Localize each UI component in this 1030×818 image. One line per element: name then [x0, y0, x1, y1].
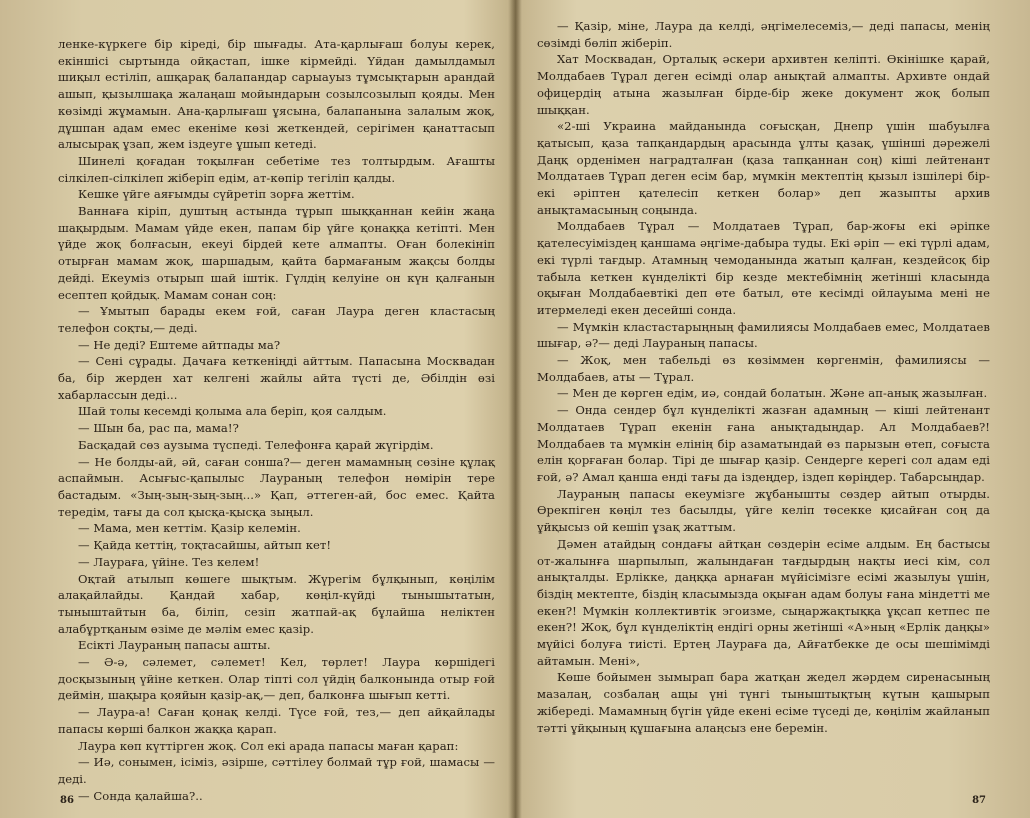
right-page-text	[537, 18, 990, 736]
paragraph: Хат Москвадан, Орталық әскери архивтен келіпті. Өкінішке қарай, Молдабаев Тұрал деген есімді олар анықтай алмапты. Архивте ондай офицердің атына жазылған бірде-бір жеке документ жоқ болып шыққан.	[537, 52, 990, 117]
paragraph: — Мүмкін кластастарыңның фамилиясы Молдабаев емес, Молдатаев шығар, ә?— деді Лаураның папасы.	[537, 319, 990, 351]
paragraph: ленке-күркеге бір кіреді, бір шығады. Ата-қарлығаш болуы керек, екіншісі сыртында ойқастап, ішке кірмейді. Үйдан дамылдамыл шиқыл естіліп, ашқарақ балапандар сарыауыз тұмсықтарын арандай ашып, қызылшақа жалаңаш мойындарын созылсозылып қояды. Мен көзімді жұмамын. Ана-қарлығаш ұясына, балапанына залалым жоқ, дұшпан адам емес екеніме көзі жеткендей, серігімен қанаттасып алысырақ ұзап, жем іздеуге ұшып кетеді.	[58, 37, 495, 152]
paragraph: — Ұмытып барады екем ғой, саған Лаура деген кластасың телефон соқты,— деді.	[58, 304, 495, 335]
paragraph: — Сені сұрады. Дачаға кеткеніңді айттым. Папасына Москвадан ба, бір жерден хат келгені жайлы айта түсті де, Әбілдін өзі хабарлассын деді...	[58, 354, 495, 402]
paragraph: Лаура көп күттірген жоқ. Сол екі арада папасы маған қарап:	[78, 738, 459, 753]
paragraph: Ваннаға кіріп, душтың астында тұрып шыққаннан кейін жаңа шақырдым. Мамам үйде екен, папам бір үйге қонаққа кетіпті. Мен үйде жоқ болғасын, екеуі бірдей кете алмапты. Оған болекініп отырған мамам жоқ, шаршадым, қайта бармағаным жақсы болды дейді. Екеуміз отырып шай іштік. Гүлдің келуіне он күн қалғанын есептеп қойдық. Мамам сонан соң:	[58, 204, 495, 302]
page-number: 86	[60, 795, 74, 806]
paragraph: «2-ші Украина майданында соғысқан, Днепр үшін шабуылға қатысып, қаза тапқандардың арасында ұлты қазақ, үшінші дәрежелі Даңқ орденімен наградталған (қаза тапқаннан соң) кіші лейтенант Молдатаев Тұрап деген есім бар, мүмкін мектептің қызыл ізшілері бір-екі әріптен қателесіп кеткен болар» деп жазыпты архив анықтамасының соңында.	[537, 119, 990, 217]
paragraph: Кешке үйге аяғымды сүйретіп зорға жеттім.	[78, 187, 355, 202]
right-page	[515, 0, 1030, 818]
paragraph: — Ә-ә, сәлемет, сәлемет! Кел, төрлет! Лаура көршідегі досқызының үйіне кеткен. Олар тіпті сол үйдің балконында отыр ғой деймін, шақыра қояйын қазір-ақ,— деп, балконға шығып кетті.	[58, 655, 495, 703]
paragraph: — Не деді? Ештеме айтпады ма?	[78, 337, 281, 352]
paragraph: Дәмен атайдың сондағы айтқан сөздерін есіме алдым. Ең бастысы от-жалынға шарпылып, жалындаған тағдырдың нақты иесі кім, сол анықталды. Ерлікке, даңққа арнаған мүйісімізге есімі жазылуы үшін, біздің мектепте, біздің класымызда оқыған адам болуы ғана міндетті ме екен?! Мүмкін коллективтік эгоизме, сыңаржақтыққа ұқсап кетпес пе екен?! Жоқ, бұл күнделіктің ендігі орны жетінші «А»ның «Ерлік даңқы» мүйісі болуға тиісті. Ертең Лаураға да, Айғатбекке де осы шешімімді айтамын. Мені»,	[537, 536, 990, 668]
paragraph: — Сонда қалайша?..	[78, 788, 203, 803]
paragraph: Шай толы кесемді қолыма ала беріп, қоя салдым.	[78, 404, 387, 419]
paragraph: — Лаура-а! Саған қонақ келді. Түсе ғой, тез,— деп айқайлады папасы көрші балкон жаққа қарап.	[58, 705, 495, 736]
paragraph: — Мен де көрген едім, иә, сондай болатын. Және ап-анық жазылған.	[557, 386, 988, 401]
left-page-text	[58, 36, 495, 804]
paragraph: — Не болды-ай, әй, саған сонша?— деген мамамның сөзіне құлақ аспаймын. Асығыс-қапылыс Лаураның телефон нөмірін тере бастадым. «Зың-зың-зың-зың...» Қап, әттеген-ай, бос емес. Қайта тередім, тағы да сол қысқа-қысқа зыңыл.	[58, 454, 495, 519]
paragraph: Шинелі қоғадан тоқылған себетіме тез толтырдым. Ағашты сілкілеп-сілкілеп жіберіп едім, ат-көпір тегіліп қалды.	[58, 153, 495, 185]
page-number: 87	[972, 795, 986, 806]
paragraph: — Шын ба, рас па, мама!?	[78, 421, 239, 436]
paragraph: — Мама, мен кеттім. Қазір келемін.	[78, 521, 301, 536]
paragraph: — Иә, сонымен, ісіміз, әзірше, сәттілеу болмай тұр ғой, шамасы — деді.	[58, 755, 495, 786]
paragraph: — Жоқ, мен табельді өз көзіммен көргенмін, фамилиясы — Молдабаев, аты — Тұрал.	[537, 353, 990, 384]
paragraph: Оқтай атылып көшеге шықтым. Жүрегім бұлқынып, көңілім алақайлайды. Қандай хабар, көңіл-күйді тынышытатын, тыныштайтын ба, біліп, сезіп жатпай-ақ бұлайша неліктен алабұртқаным өзіме де мәлім емес қазір.	[58, 571, 495, 636]
paragraph: Басқадай сөз аузыма түспеді. Телефонға қарай жүгірдім.	[78, 437, 434, 452]
paragraph: — Лаураға, үйіне. Тез келем!	[78, 554, 260, 569]
paragraph: — Онда сендер бұл күнделікті жазған адамның — кіші лейтенант Молдатаев Тұрап екенін ғана анықтадыңдар. Ал Молдабаев?! Молдабаев та мүмкін елінің бір азаматындай өз парызын өтеп, соғыста елін қорғаған болар. Тірі де шығар қазір. Сендерге керегі сол адам еді ғой, ә? Амал қанша енді тағы да іздеңдер, іздеп көріңдер. Табарсыңдар.	[537, 403, 990, 484]
paragraph: Лаураның папасы екеумізге жұбанышты сөздер айтып отырды. Өрекпіген көңіл тез басылды, үйге келіп төсекке қисайған соң да ұйқысыз ой кешіп ұзақ жаттым.	[537, 486, 990, 535]
left-page	[0, 0, 513, 818]
paragraph: — Қайда кеттің, тоқтасайшы, айтып кет!	[78, 538, 332, 553]
paragraph: Көше бойымен зымырап бара жатқан жедел жәрдем сиренасының мазалаң, созбалаң ащы үні түнгі тыныштықтың күтын қашырып жібереді. Мамамның бүгін үйде екені есіме түседі де, көңілім жайланып тәтті ұйқының құшағына алаңсыз ене беремін.	[537, 670, 990, 735]
paragraph: Есікті Лаураның папасы ашты.	[78, 638, 271, 653]
paragraph: — Қазір, міне, Лаура да келді, әңгімелесеміз,— деді папасы, менің сөзімді бөліп жіберіп.	[537, 19, 990, 50]
paragraph: Молдабаев Тұрал — Молдатаев Тұрап, бар-жоғы екі әріпке қателесуіміздең қаншама әңгіме-дабыра туды. Екі әріп — екі түрлі адам, екі түрлі тағдыр. Атамның чемоданында жатып қалған, кездейсоқ бір табыла кеткен күнделікті бір кезде мектебімнің жетінші класында оқыған Молдабаевтікі деп өте батыл, өте кесімді ойлауыма мені не итермеледі екен десейші сонда.	[537, 219, 990, 317]
